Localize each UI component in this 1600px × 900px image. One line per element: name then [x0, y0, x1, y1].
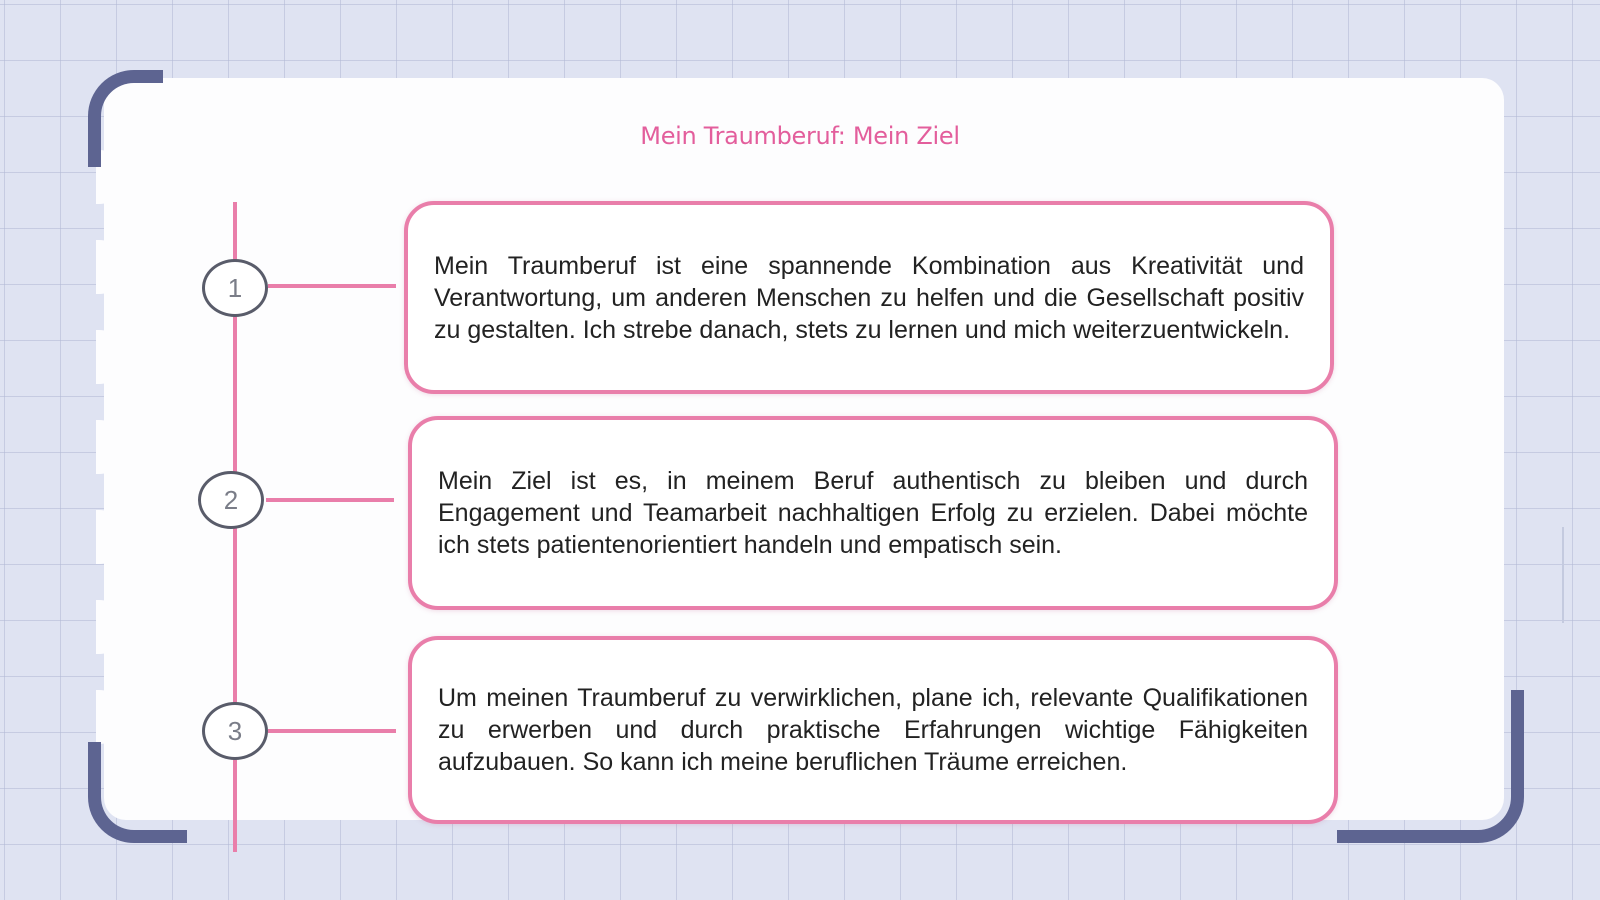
timeline-box-3 — [408, 636, 1338, 824]
timeline-node-3: 3 — [202, 702, 268, 760]
timeline-text-1: Mein Traumberuf ist eine spannende Kombination aus Kreativität und Verantwortung, um anderen Menschen zu helfen und die Gesellschaft positiv zu gestalten. Ich strebe danach, stets zu lernen und mich weiterzuentwickeln. — [434, 251, 1304, 344]
timeline-box-1 — [404, 201, 1334, 394]
corner-bracket-bottom-right — [1337, 690, 1524, 843]
notebook-edge — [96, 150, 126, 750]
timeline-text-2: Mein Ziel ist es, in meinem Beruf authentisch zu bleiben und durch Engagement und Teamarbeit nachhaltigen Erfolg zu erzielen. Dabei möchte ich stets patientenorientiert handeln und empatisch sein. — [438, 467, 1308, 559]
timeline-connector-3 — [268, 729, 396, 733]
timeline-connector-1 — [268, 284, 396, 288]
timeline-connector-2 — [266, 498, 394, 502]
slide-title: Mein Traumberuf: Mein Ziel — [640, 122, 960, 150]
timeline-node-2: 2 — [198, 471, 264, 529]
timeline-box-2 — [408, 416, 1338, 610]
background-tick-mark — [1562, 527, 1564, 623]
timeline-node-1: 1 — [202, 259, 268, 317]
timeline-text-3: Um meinen Traumberuf zu verwirklichen, plane ich, relevante Qualifikationen zu erwerben und durch praktische Erfahrungen wichtige Fähigkeiten aufzubauen. So kann ich meine beruflichen Träume erreichen. — [438, 684, 1308, 776]
corner-bracket-bottom-left — [88, 742, 187, 843]
corner-bracket-top-left — [88, 70, 163, 167]
